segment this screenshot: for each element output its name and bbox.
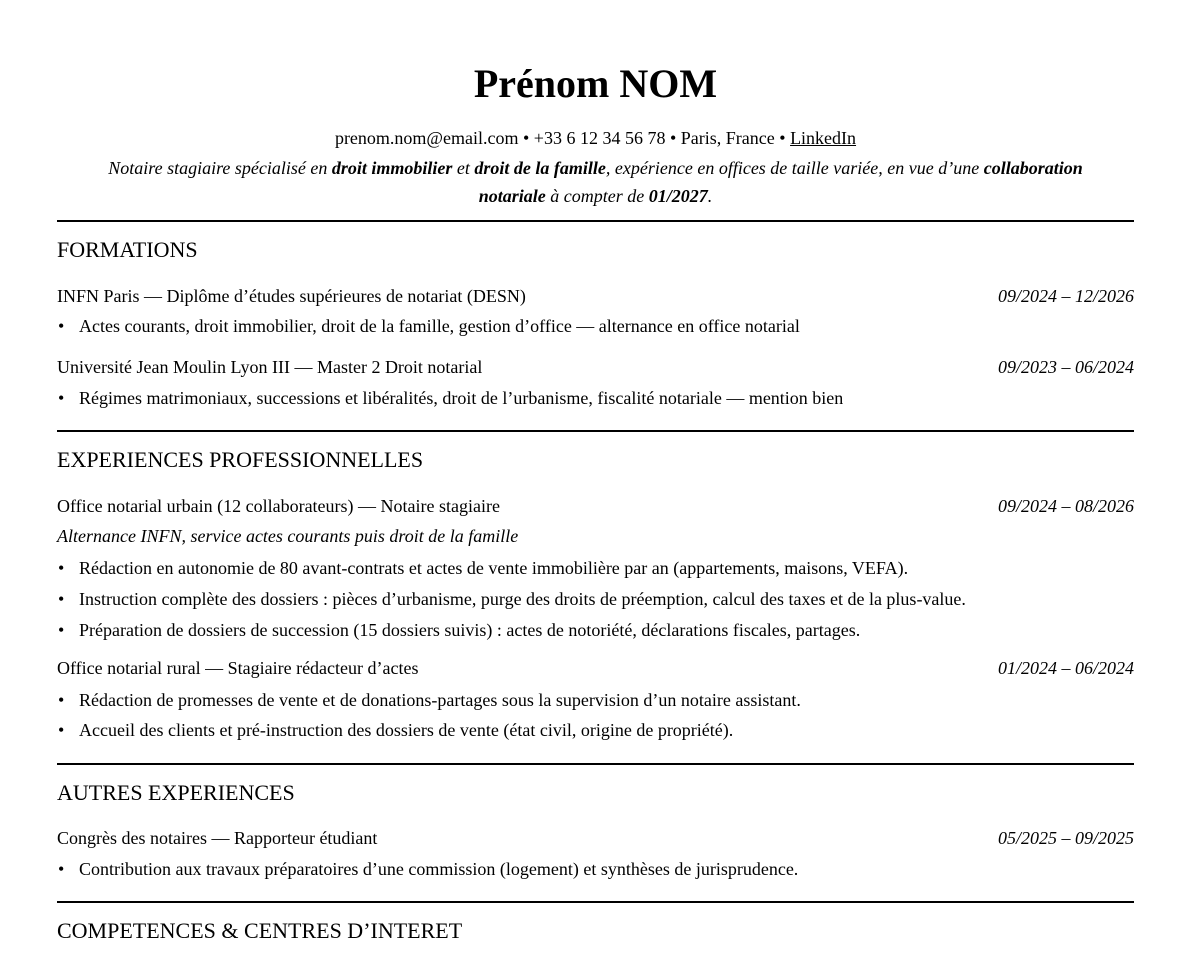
bullet-item bbox=[57, 718, 733, 742]
summary-text: à compter de bbox=[545, 186, 649, 206]
phone-text: +33 6 12 34 56 78 bbox=[533, 128, 666, 148]
other-entry-heading bbox=[57, 826, 1134, 850]
bullet-item bbox=[57, 314, 800, 338]
bullet-icon: • bbox=[58, 859, 65, 879]
bullet-text: Rédaction de promesses de vente et de donations-partages sous la supervision d’un notaire assistant. bbox=[79, 690, 801, 710]
bullet-icon: • bbox=[58, 558, 65, 578]
experience-entry-heading bbox=[57, 494, 1134, 518]
bullet-item bbox=[57, 857, 798, 881]
bullet-icon: • bbox=[58, 620, 65, 640]
bullet-item bbox=[57, 556, 908, 580]
education-entry-heading bbox=[57, 284, 1134, 308]
summary-highlight: 01/2027 bbox=[648, 186, 708, 206]
section-divider bbox=[57, 430, 1134, 432]
entry-date: 09/2024 – 08/2026 bbox=[997, 496, 1134, 516]
entry-date: 09/2023 – 06/2024 bbox=[997, 357, 1134, 377]
entry-date: 01/2024 – 06/2024 bbox=[997, 658, 1134, 678]
bullet-item bbox=[57, 618, 860, 642]
bullet-icon: • bbox=[58, 720, 65, 740]
bullet-text: Rédaction en autonomie de 80 avant-contrats et actes de vente immobilière par an (appartements, maisons, VEFA). bbox=[79, 558, 909, 578]
bullet-text: Préparation de dossiers de succession (15 dossiers suivis) : actes de notoriété, déclarations fiscales, partages. bbox=[79, 620, 861, 640]
bullet-item bbox=[57, 587, 966, 611]
entry-title: Office notarial urbain (12 collaborateurs) — Notaire stagiaire bbox=[57, 496, 500, 516]
entry-date: 09/2024 – 12/2026 bbox=[997, 286, 1134, 306]
bullet-text: Instruction complète des dossiers : pièces d’urbanisme, purge des droits de préemption, calcul des taxes et de la plus-value. bbox=[79, 589, 966, 609]
bullet-text: Accueil des clients et pré-instruction des dossiers de vente (état civil, origine de propriété). bbox=[79, 720, 734, 740]
entry-title: Congrès des notaires — Rapporteur étudiant bbox=[57, 828, 378, 848]
profile-summary bbox=[100, 154, 1091, 210]
summary-highlight: droit de la famille bbox=[474, 158, 606, 178]
section-divider bbox=[57, 220, 1134, 222]
bullet-text: Actes courants, droit immobilier, droit de la famille, gestion d’office — alternance en office notarial bbox=[79, 316, 800, 336]
bullet-icon: • bbox=[58, 316, 65, 336]
entry-subtitle: Alternance INFN, service actes courants puis droit de la famille bbox=[57, 526, 519, 546]
linkedin-link[interactable]: LinkedIn bbox=[790, 128, 857, 148]
section-title-experiences: EXPERIENCES PROFESSIONNELLES bbox=[57, 447, 424, 472]
section-divider bbox=[57, 763, 1134, 765]
bullet-text: Régimes matrimoniaux, successions et libéralités, droit de l’urbanisme, fiscalité notariale — mention bien bbox=[79, 388, 844, 408]
section-title-autres: AUTRES EXPERIENCES bbox=[57, 780, 295, 805]
entry-date: 05/2025 – 09/2025 bbox=[997, 828, 1134, 848]
summary-text: . bbox=[707, 186, 713, 206]
entry-title: INFN Paris — Diplôme d’études supérieures de notariat (DESN) bbox=[57, 286, 526, 306]
entry-title: Office notarial rural — Stagiaire rédacteur d’actes bbox=[57, 658, 419, 678]
separator: • bbox=[669, 128, 677, 148]
email-text: prenom.nom@email.com bbox=[334, 128, 519, 148]
bullet-icon: • bbox=[58, 690, 65, 710]
summary-text: et bbox=[452, 158, 475, 178]
separator: • bbox=[522, 128, 530, 148]
entry-title: Université Jean Moulin Lyon III — Master 2 Droit notarial bbox=[57, 357, 483, 377]
location-text: Paris, France bbox=[680, 128, 775, 148]
section-divider bbox=[57, 901, 1134, 903]
summary-text: , expérience en offices de taille variée, en vue d’une bbox=[605, 158, 984, 178]
bullet-icon: • bbox=[58, 388, 65, 408]
candidate-name: Prénom NOM bbox=[473, 61, 718, 106]
summary-highlight: collaboration notariale bbox=[478, 158, 1083, 206]
section-title-formations: FORMATIONS bbox=[57, 237, 198, 262]
separator: • bbox=[779, 128, 786, 148]
bullet-item bbox=[57, 386, 843, 410]
summary-highlight: droit immobilier bbox=[331, 158, 453, 178]
contact-line bbox=[0, 126, 1191, 150]
bullet-text: Contribution aux travaux préparatoires d’une commission (logement) et synthèses de jurisprudence. bbox=[79, 859, 799, 879]
experience-entry-heading bbox=[57, 656, 1134, 680]
education-entry-heading bbox=[57, 355, 1134, 379]
bullet-item bbox=[57, 688, 801, 712]
bullet-icon: • bbox=[58, 589, 65, 609]
section-title-competences: COMPETENCES & CENTRES D’INTERET bbox=[57, 918, 463, 943]
summary-text: Notaire stagiaire spécialisé en bbox=[108, 158, 332, 178]
